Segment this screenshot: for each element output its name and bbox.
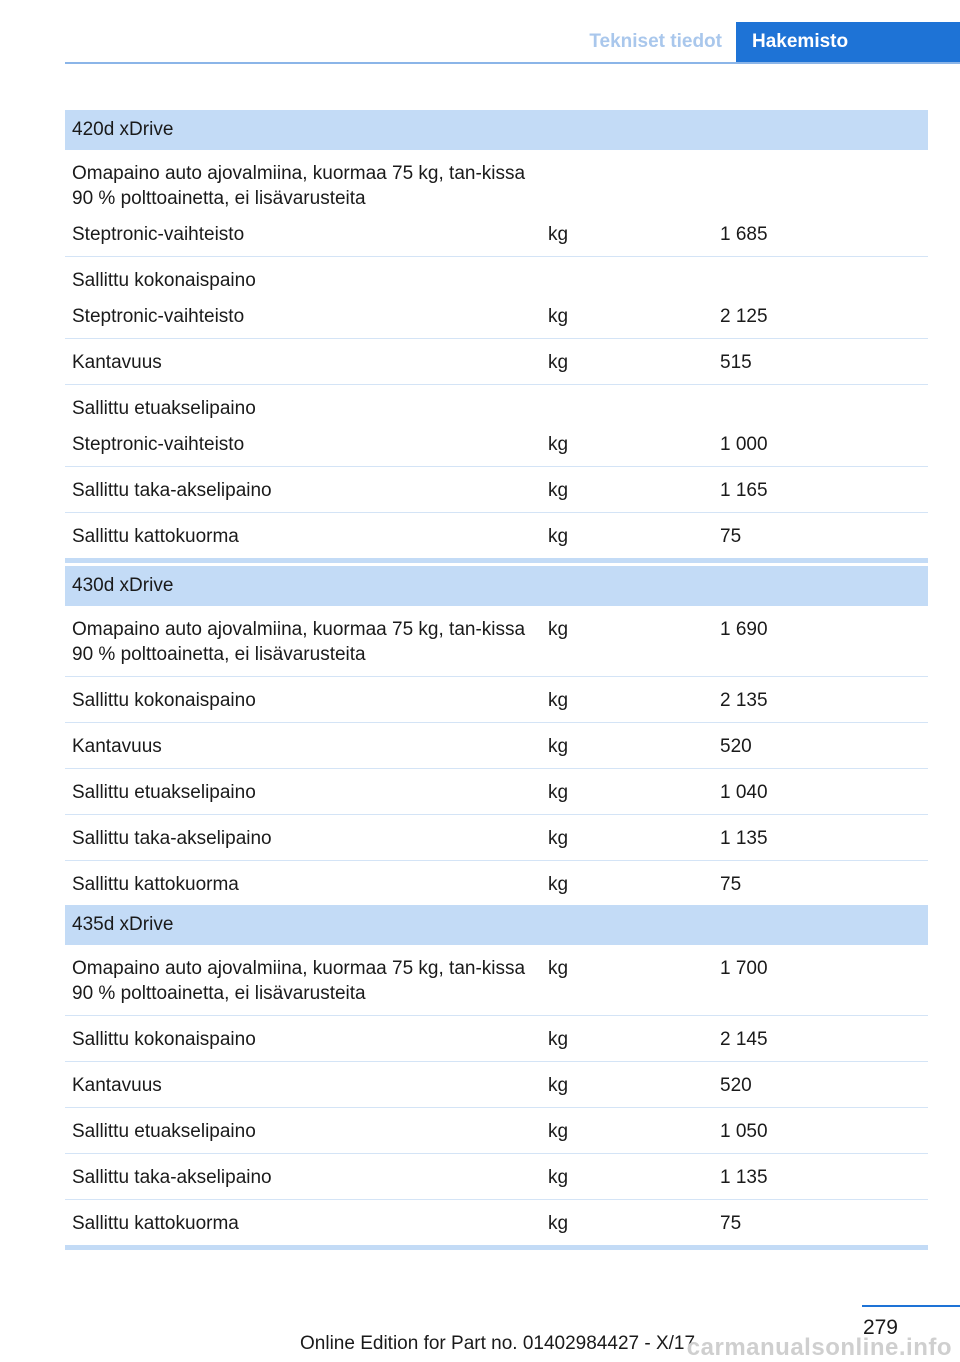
row-value xyxy=(713,257,928,294)
footer-divider xyxy=(862,1305,960,1307)
table-row xyxy=(65,861,928,909)
row-label: Sallittu etuakselipaino xyxy=(65,769,541,815)
row-unit xyxy=(541,385,713,422)
row-unit xyxy=(541,150,713,211)
watermark-logo: carmanualsonline.info xyxy=(686,1334,952,1361)
table-row xyxy=(65,677,928,723)
table-row xyxy=(65,385,928,422)
row-value: 75 xyxy=(713,1200,928,1248)
row-unit: kg xyxy=(541,467,713,513)
row-unit: kg xyxy=(541,1062,713,1108)
row-label: Omapaino auto ajovalmiina, kuormaa 75 kg, tan‐kissa 90 % polttoainetta, ei lisävarusteita xyxy=(65,606,541,677)
row-label: Kantavuus xyxy=(65,1062,541,1108)
row-unit: kg xyxy=(541,861,713,909)
row-unit: kg xyxy=(541,1108,713,1154)
row-value: 1 700 xyxy=(713,945,928,1016)
spec-table-430d xyxy=(65,566,928,911)
row-label: Sallittu kattokuorma xyxy=(65,861,541,909)
table-row xyxy=(65,1016,928,1062)
page-number: 279 xyxy=(862,1316,898,1339)
table-row xyxy=(65,339,928,385)
row-unit: kg xyxy=(541,723,713,769)
row-unit: kg xyxy=(541,769,713,815)
table-row xyxy=(65,1154,928,1200)
row-label: Kantavuus xyxy=(65,723,541,769)
table-row xyxy=(65,769,928,815)
table-title: 435d xDrive xyxy=(65,905,928,945)
table-row xyxy=(65,606,928,677)
row-value: 1 040 xyxy=(713,769,928,815)
tab-tekniset-tiedot[interactable]: Tekniset tiedot xyxy=(589,31,722,52)
row-value: 1 690 xyxy=(713,606,928,677)
table-row xyxy=(65,257,928,294)
table-header-row xyxy=(65,110,928,150)
table-row xyxy=(65,815,928,861)
row-label: Sallittu etuakselipaino xyxy=(65,1108,541,1154)
row-unit: kg xyxy=(541,339,713,385)
row-unit: kg xyxy=(541,1200,713,1248)
row-value: 1 685 xyxy=(713,211,928,257)
row-value: 2 135 xyxy=(713,677,928,723)
row-label: Sallittu kattokuorma xyxy=(65,1200,541,1248)
row-label: Sallittu taka-akselipaino xyxy=(65,467,541,513)
spec-table-435d xyxy=(65,905,928,1250)
row-label: Sallittu taka-akselipaino xyxy=(65,1154,541,1200)
spec-table-420d xyxy=(65,110,928,563)
row-value: 1 165 xyxy=(713,467,928,513)
table-row xyxy=(65,1200,928,1248)
table-header-row xyxy=(65,905,928,945)
row-label: Steptronic-vaihteisto xyxy=(65,211,541,257)
row-label: Steptronic-vaihteisto xyxy=(65,421,541,467)
row-label: Sallittu taka-akselipaino xyxy=(65,815,541,861)
row-value: 520 xyxy=(713,1062,928,1108)
row-value: 520 xyxy=(713,723,928,769)
table-header-row xyxy=(65,566,928,606)
table-row xyxy=(65,945,928,1016)
row-label: Kantavuus xyxy=(65,339,541,385)
row-unit: kg xyxy=(541,815,713,861)
row-label: Steptronic-vaihteisto xyxy=(65,293,541,339)
table-title: 420d xDrive xyxy=(65,110,928,150)
table-row xyxy=(65,723,928,769)
row-unit: kg xyxy=(541,211,713,257)
row-value xyxy=(713,385,928,422)
row-value: 1 135 xyxy=(713,1154,928,1200)
row-unit: kg xyxy=(541,945,713,1016)
row-value: 75 xyxy=(713,513,928,561)
row-value: 2 145 xyxy=(713,1016,928,1062)
table-row xyxy=(65,211,928,257)
row-unit: kg xyxy=(541,1016,713,1062)
row-unit: kg xyxy=(541,677,713,723)
row-value: 1 135 xyxy=(713,815,928,861)
tab-hakemisto[interactable]: Hakemisto xyxy=(736,22,960,62)
row-value xyxy=(713,150,928,211)
row-unit: kg xyxy=(541,293,713,339)
table-row xyxy=(65,513,928,561)
row-label: Omapaino auto ajovalmiina, kuormaa 75 kg, tan‐kissa 90 % polttoainetta, ei lisävarusteita xyxy=(72,163,526,209)
row-label: Omapaino auto ajovalmiina, kuormaa 75 kg, tan‐kissa 90 % polttoainetta, ei lisävarusteita xyxy=(65,945,541,1016)
row-label: Sallittu kokonaispaino xyxy=(65,677,541,723)
row-unit xyxy=(541,257,713,294)
row-label: Sallittu kokonaispaino xyxy=(72,270,256,291)
row-unit: kg xyxy=(541,421,713,467)
page-header xyxy=(65,22,960,64)
row-value: 75 xyxy=(713,861,928,909)
row-unit: kg xyxy=(541,606,713,677)
row-unit: kg xyxy=(541,1154,713,1200)
row-value: 1 050 xyxy=(713,1108,928,1154)
table-row xyxy=(65,293,928,339)
table-row xyxy=(65,1108,928,1154)
row-value: 1 000 xyxy=(713,421,928,467)
table-row xyxy=(65,150,928,211)
row-label: Sallittu etuakselipaino xyxy=(72,398,256,419)
edition-text: Online Edition for Part no. 01402984427 - X/17 xyxy=(300,1333,696,1354)
row-label: Sallittu kokonaispaino xyxy=(65,1016,541,1062)
table-row xyxy=(65,1062,928,1108)
table-row xyxy=(65,421,928,467)
table-row xyxy=(65,467,928,513)
row-value: 2 125 xyxy=(713,293,928,339)
row-unit: kg xyxy=(541,513,713,561)
row-value: 515 xyxy=(713,339,928,385)
row-label: Sallittu kattokuorma xyxy=(65,513,541,561)
table-title: 430d xDrive xyxy=(65,566,928,606)
